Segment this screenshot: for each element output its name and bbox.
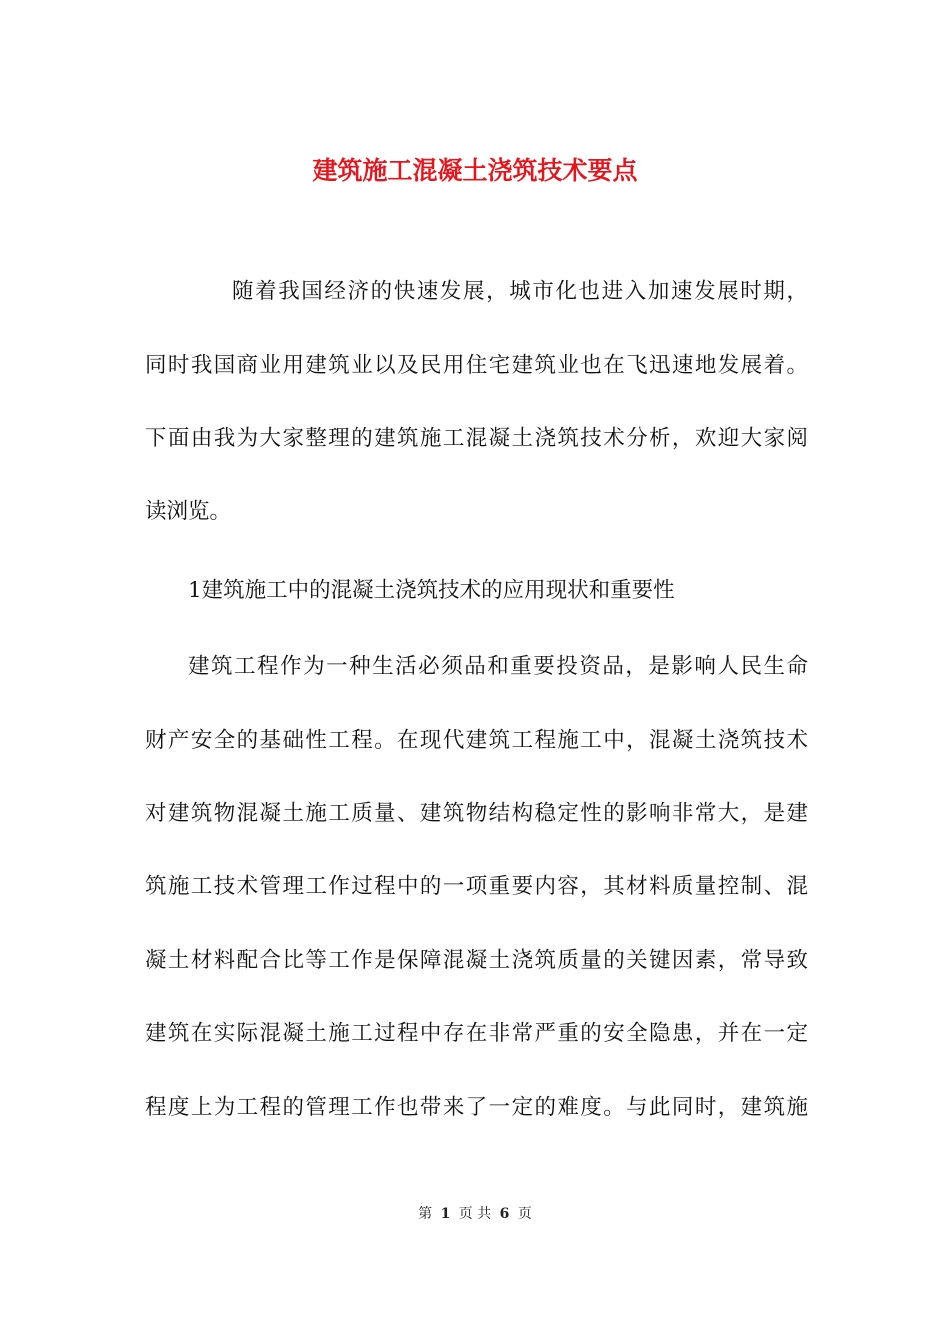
paragraph-line: 财产安全的基础性工程。在现代建筑工程施工中，混凝土浇筑技术: [145, 728, 808, 753]
footer-total-pages: 6: [499, 1206, 510, 1222]
paragraph-line: 凝土材料配合比等工作是保障混凝土浇筑质量的关键因素，常导致: [145, 948, 808, 973]
footer-page-number: 1: [440, 1206, 451, 1222]
paragraph-line: 筑施工技术管理工作过程中的一项重要内容，其材料质量控制、混: [145, 874, 808, 899]
paragraph-line: 对建筑物混凝土施工质量、建筑物结构稳定性的影响非常大，是建: [145, 801, 808, 826]
paragraph-line: 程度上为工程的管理工作也带来了一定的难度。与此同时，建筑施: [145, 1095, 808, 1120]
document-title: 建筑施工混凝土浇筑技术要点: [312, 155, 638, 185]
paragraph-line: 读浏览。: [145, 499, 232, 524]
paragraph-line: 随着我国经济的快速发展，城市化也进入加速发展时期，: [232, 279, 808, 304]
paragraph-line: 同时我国商业用建筑业以及民用住宅建筑业也在飞迅速地发展着。: [145, 353, 808, 378]
page-footer: [0, 1204, 950, 1224]
footer-mid: 页 共: [458, 1206, 492, 1222]
paragraph-line: 建筑工程作为一种生活必须品和重要投资品，是影响人民生命: [188, 654, 808, 679]
footer-suffix: 页: [517, 1206, 532, 1222]
section-heading: 1建筑施工中的混凝土浇筑技术的应用现状和重要性: [188, 578, 675, 603]
footer-prefix: 第: [418, 1206, 433, 1222]
paragraph-line: 下面由我为大家整理的建筑施工混凝土浇筑技术分析，欢迎大家阅: [145, 426, 808, 451]
paragraph-line: 建筑在实际混凝土施工过程中存在非常严重的安全隐患，并在一定: [145, 1021, 808, 1046]
